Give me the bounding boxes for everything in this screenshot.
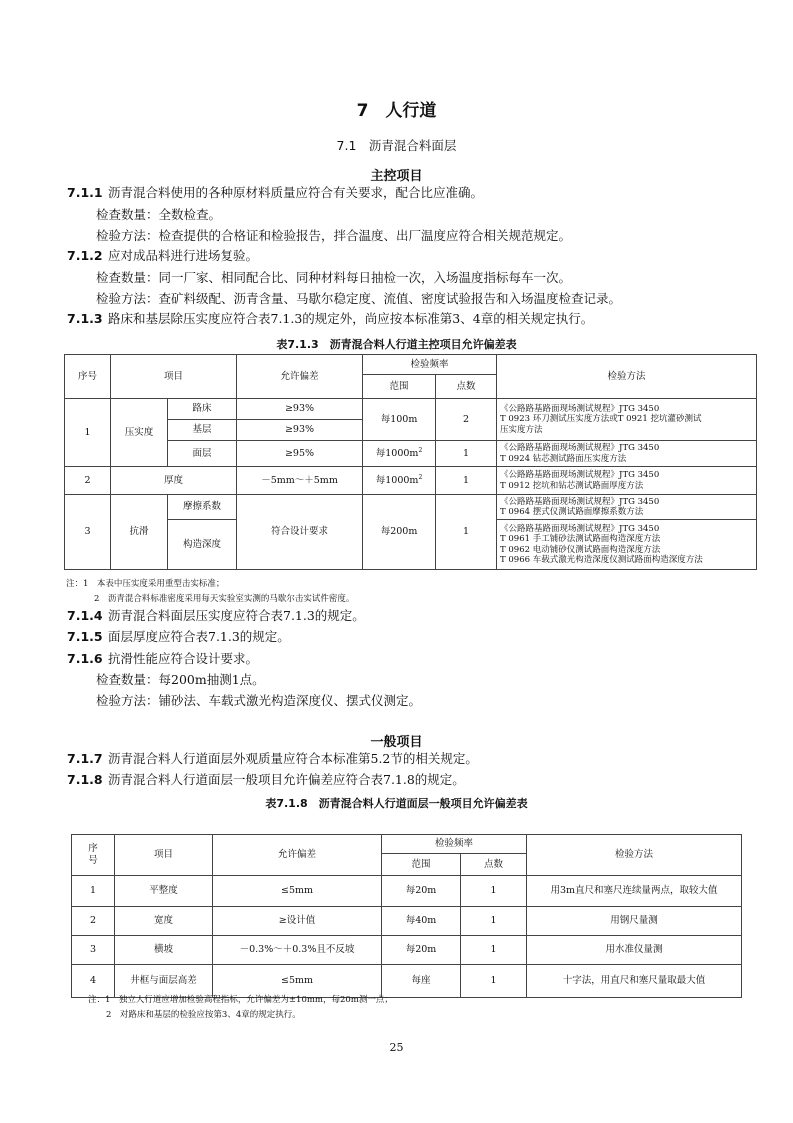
cell-range: 每座 xyxy=(382,965,461,998)
cell-sub-item: 摩擦系数 xyxy=(168,495,237,520)
clause-text: 检查数量：每200m抽测1点。 xyxy=(96,672,265,687)
cell-range: 每20m xyxy=(382,876,461,907)
clause-number: 7.1.5 xyxy=(67,629,103,644)
cell-range xyxy=(363,467,436,495)
cell-group: 压实度 xyxy=(111,399,168,467)
header-frequency: 检验频率 xyxy=(382,835,527,854)
subhead-main-items: 主控项目 xyxy=(370,169,423,184)
page-number: 25 xyxy=(389,1041,404,1054)
method-line: 压实度方法 xyxy=(500,424,543,435)
clause-text: 面层厚度应符合表7.1.3的规定。 xyxy=(108,629,290,644)
cell-points: 1 xyxy=(436,441,497,467)
table-row xyxy=(65,399,757,420)
cell-method: 用钢尺量测 xyxy=(527,907,742,936)
range-text: 每1000m xyxy=(375,447,419,459)
cell-points: 1 xyxy=(436,467,497,495)
cell-points: 1 xyxy=(461,907,527,936)
method-line: 《公路路基路面现场测试规程》JTG 3450 xyxy=(500,496,660,507)
clause-text: 应对成品料进行进场复验。 xyxy=(108,248,259,263)
cell-method xyxy=(497,399,757,441)
table-row xyxy=(72,907,742,936)
cell-item: 平整度 xyxy=(115,876,213,907)
cell-tolerance: －5mm～＋5mm xyxy=(237,467,363,495)
table-row xyxy=(72,876,742,907)
header-method: 检验方法 xyxy=(497,355,757,399)
cell-tolerance: ≥95% xyxy=(237,441,363,467)
cell-no: 3 xyxy=(65,495,111,570)
method-line: T 0912 挖坑和钻芯测试路面厚度方法 xyxy=(500,480,644,491)
table-row xyxy=(72,936,742,965)
clause-text: 检查数量：全数检查。 xyxy=(96,207,222,222)
table-note: 2 对路床和基层的检验应按第3、4章的规定执行。 xyxy=(106,1010,301,1020)
cell-no: 1 xyxy=(72,876,115,907)
clause-text: 路床和基层除压实度应符合表7.1.3的规定外，尚应按本标准第3、4章的相关规定执行。 xyxy=(108,311,594,326)
cell-range: 每100m xyxy=(363,399,436,441)
clause-text: 检查数量：同一厂家、相同配合比、同种材料每日抽检一次，入场温度指标每车一次。 xyxy=(96,270,572,285)
table-caption-7-1-8: 表7.1.8 沥青混合料人行道面层一般项目允许偏差表 xyxy=(265,797,528,810)
cell-tolerance: ≥93% xyxy=(237,420,363,441)
header-no: 序号 xyxy=(65,355,111,399)
clause-text: 检验方法：查矿料级配、沥青含量、马歇尔稳定度、流值、密度试验报告和入场温度检查记录。 xyxy=(96,291,622,306)
cell-range: 每200m xyxy=(363,495,436,570)
cell-item: 宽度 xyxy=(115,907,213,936)
method-line: T 0966 车载式激光构造深度仪测试路面构造深度方法 xyxy=(500,555,703,565)
cell-item: 横坡 xyxy=(115,936,213,965)
header-points: 点数 xyxy=(461,854,527,876)
header-item: 项目 xyxy=(115,835,213,876)
cell-sub-item: 构造深度 xyxy=(168,520,237,570)
header-no-line: 号 xyxy=(88,855,98,866)
subhead-general-items: 一般项目 xyxy=(370,735,423,750)
clause-number: 7.1.7 xyxy=(67,751,103,766)
header-points: 点数 xyxy=(436,375,497,399)
cell-tolerance: －0.3%～＋0.3%且不反坡 xyxy=(213,936,382,965)
cell-method xyxy=(497,467,757,495)
cell-points: 1 xyxy=(436,495,497,570)
range-text: 每1000m xyxy=(375,474,419,486)
clause-number: 7.1.8 xyxy=(67,772,103,787)
cell-points: 1 xyxy=(461,965,527,998)
cell-range: 每40m xyxy=(382,907,461,936)
cell-sub-item: 路床 xyxy=(168,399,237,420)
cell-points: 2 xyxy=(436,399,497,441)
header-tolerance: 允许偏差 xyxy=(237,355,363,399)
clause-text: 沥青混合料人行道面层一般项目允许偏差应符合表7.1.8的规定。 xyxy=(108,772,465,787)
method-line: 《公路路基路面现场测试规程》JTG 3450 xyxy=(500,403,660,414)
header-method: 检验方法 xyxy=(527,835,742,876)
chapter-title: 7 人行道 xyxy=(356,101,437,121)
cell-method xyxy=(497,495,757,520)
method-line: 《公路路基路面现场测试规程》JTG 3450 xyxy=(500,443,660,453)
table-caption-7-1-3: 表7.1.3 沥青混合料人行道主控项目允许偏差表 xyxy=(276,338,517,351)
header-no-line: 序 xyxy=(88,843,98,854)
clause-text: 沥青混合料使用的各种原材料质量应符合有关要求，配合比应准确。 xyxy=(108,185,484,200)
cell-points: 1 xyxy=(461,936,527,965)
clause-number: 7.1.4 xyxy=(67,608,103,623)
table-note: 注：1 本表中压实度采用重型击实标准； xyxy=(66,579,225,589)
header-range: 范围 xyxy=(382,854,461,876)
clause-text: 检验方法：铺砂法、车载式激光构造深度仪、摆式仪测定。 xyxy=(96,693,422,708)
clause-number: 7.1.2 xyxy=(67,248,103,263)
cell-tolerance: ≤5mm xyxy=(213,965,382,998)
cell-item: 井框与面层高差 xyxy=(115,965,213,998)
cell-no: 3 xyxy=(72,936,115,965)
range-superscript: 2 xyxy=(418,473,423,481)
range-superscript: 2 xyxy=(418,446,423,454)
cell-group: 抗滑 xyxy=(111,495,168,570)
cell-sub-item: 面层 xyxy=(168,441,237,467)
cell-range: 每20m xyxy=(382,936,461,965)
table-row xyxy=(65,467,757,495)
cell-method: 用3m直尺和塞尺连续量两点，取较大值 xyxy=(527,876,742,907)
clause-text: 抗滑性能应符合设计要求。 xyxy=(108,651,259,666)
cell-no: 2 xyxy=(65,467,111,495)
cell-method xyxy=(497,520,757,570)
cell-points: 1 xyxy=(461,876,527,907)
header-tolerance: 允许偏差 xyxy=(213,835,382,876)
section-title: 7.1 沥青混合料面层 xyxy=(336,138,457,153)
clause-number: 7.1.3 xyxy=(67,311,103,326)
cell-tolerance: ≤5mm xyxy=(213,876,382,907)
clause-text: 沥青混合料面层压实度应符合表7.1.3的规定。 xyxy=(108,608,365,623)
cell-tolerance: 符合设计要求 xyxy=(237,495,363,570)
cell-no: 1 xyxy=(65,399,111,467)
cell-method: 用水准仪量测 xyxy=(527,936,742,965)
header-frequency: 检验频率 xyxy=(363,355,497,375)
cell-range xyxy=(363,441,436,467)
header-item: 项目 xyxy=(111,355,237,399)
clause-number: 7.1.6 xyxy=(67,651,103,666)
table-7-1-3 xyxy=(64,354,757,570)
clause-text: 沥青混合料人行道面层外观质量应符合本标准第5.2节的相关规定。 xyxy=(108,751,478,766)
cell-no: 4 xyxy=(72,965,115,998)
cell-method xyxy=(497,441,757,467)
table-row xyxy=(65,495,757,520)
method-line: T 0924 钻芯测试路面压实度方法 xyxy=(500,453,627,464)
cell-tolerance: ≥设计值 xyxy=(213,907,382,936)
clause-number: 7.1.1 xyxy=(67,185,103,200)
cell-method: 十字法，用直尺和塞尺量取最大值 xyxy=(527,965,742,998)
table-row xyxy=(65,441,757,467)
method-line: 《公路路基路面现场测试规程》JTG 3450 xyxy=(500,470,660,480)
table-7-1-8 xyxy=(71,834,742,998)
method-line: T 0961 手工铺砂法测试路面构造深度方法 xyxy=(500,534,661,544)
clause-text: 检验方法：检查提供的合格证和检验报告，拌合温度、出厂温度应符合相关规范规定。 xyxy=(96,228,572,243)
method-line: T 0964 摆式仪测试路面摩擦系数方法 xyxy=(500,507,644,517)
method-line: 《公路路基路面现场测试规程》JTG 3450 xyxy=(500,523,660,534)
cell-sub-item: 基层 xyxy=(168,420,237,441)
header-no xyxy=(72,835,115,876)
cell-tolerance: ≥93% xyxy=(237,399,363,420)
cell-no: 2 xyxy=(72,907,115,936)
cell-item: 厚度 xyxy=(111,467,237,495)
header-range: 范围 xyxy=(363,375,436,399)
method-line: T 0923 环刀测试压实度方法或T 0921 挖坑灌砂测试 xyxy=(500,414,702,425)
table-note: 2 沥青混合料标准密度采用每天实验室实测的马歇尔击实试件密度。 xyxy=(94,594,355,604)
table-note: 注：1 独立人行道应增加检验高程指标，允许偏差为±10mm，每20m测一点； xyxy=(88,995,393,1005)
method-line: T 0962 电动铺砂仪测试路面构造深度方法 xyxy=(500,544,661,555)
